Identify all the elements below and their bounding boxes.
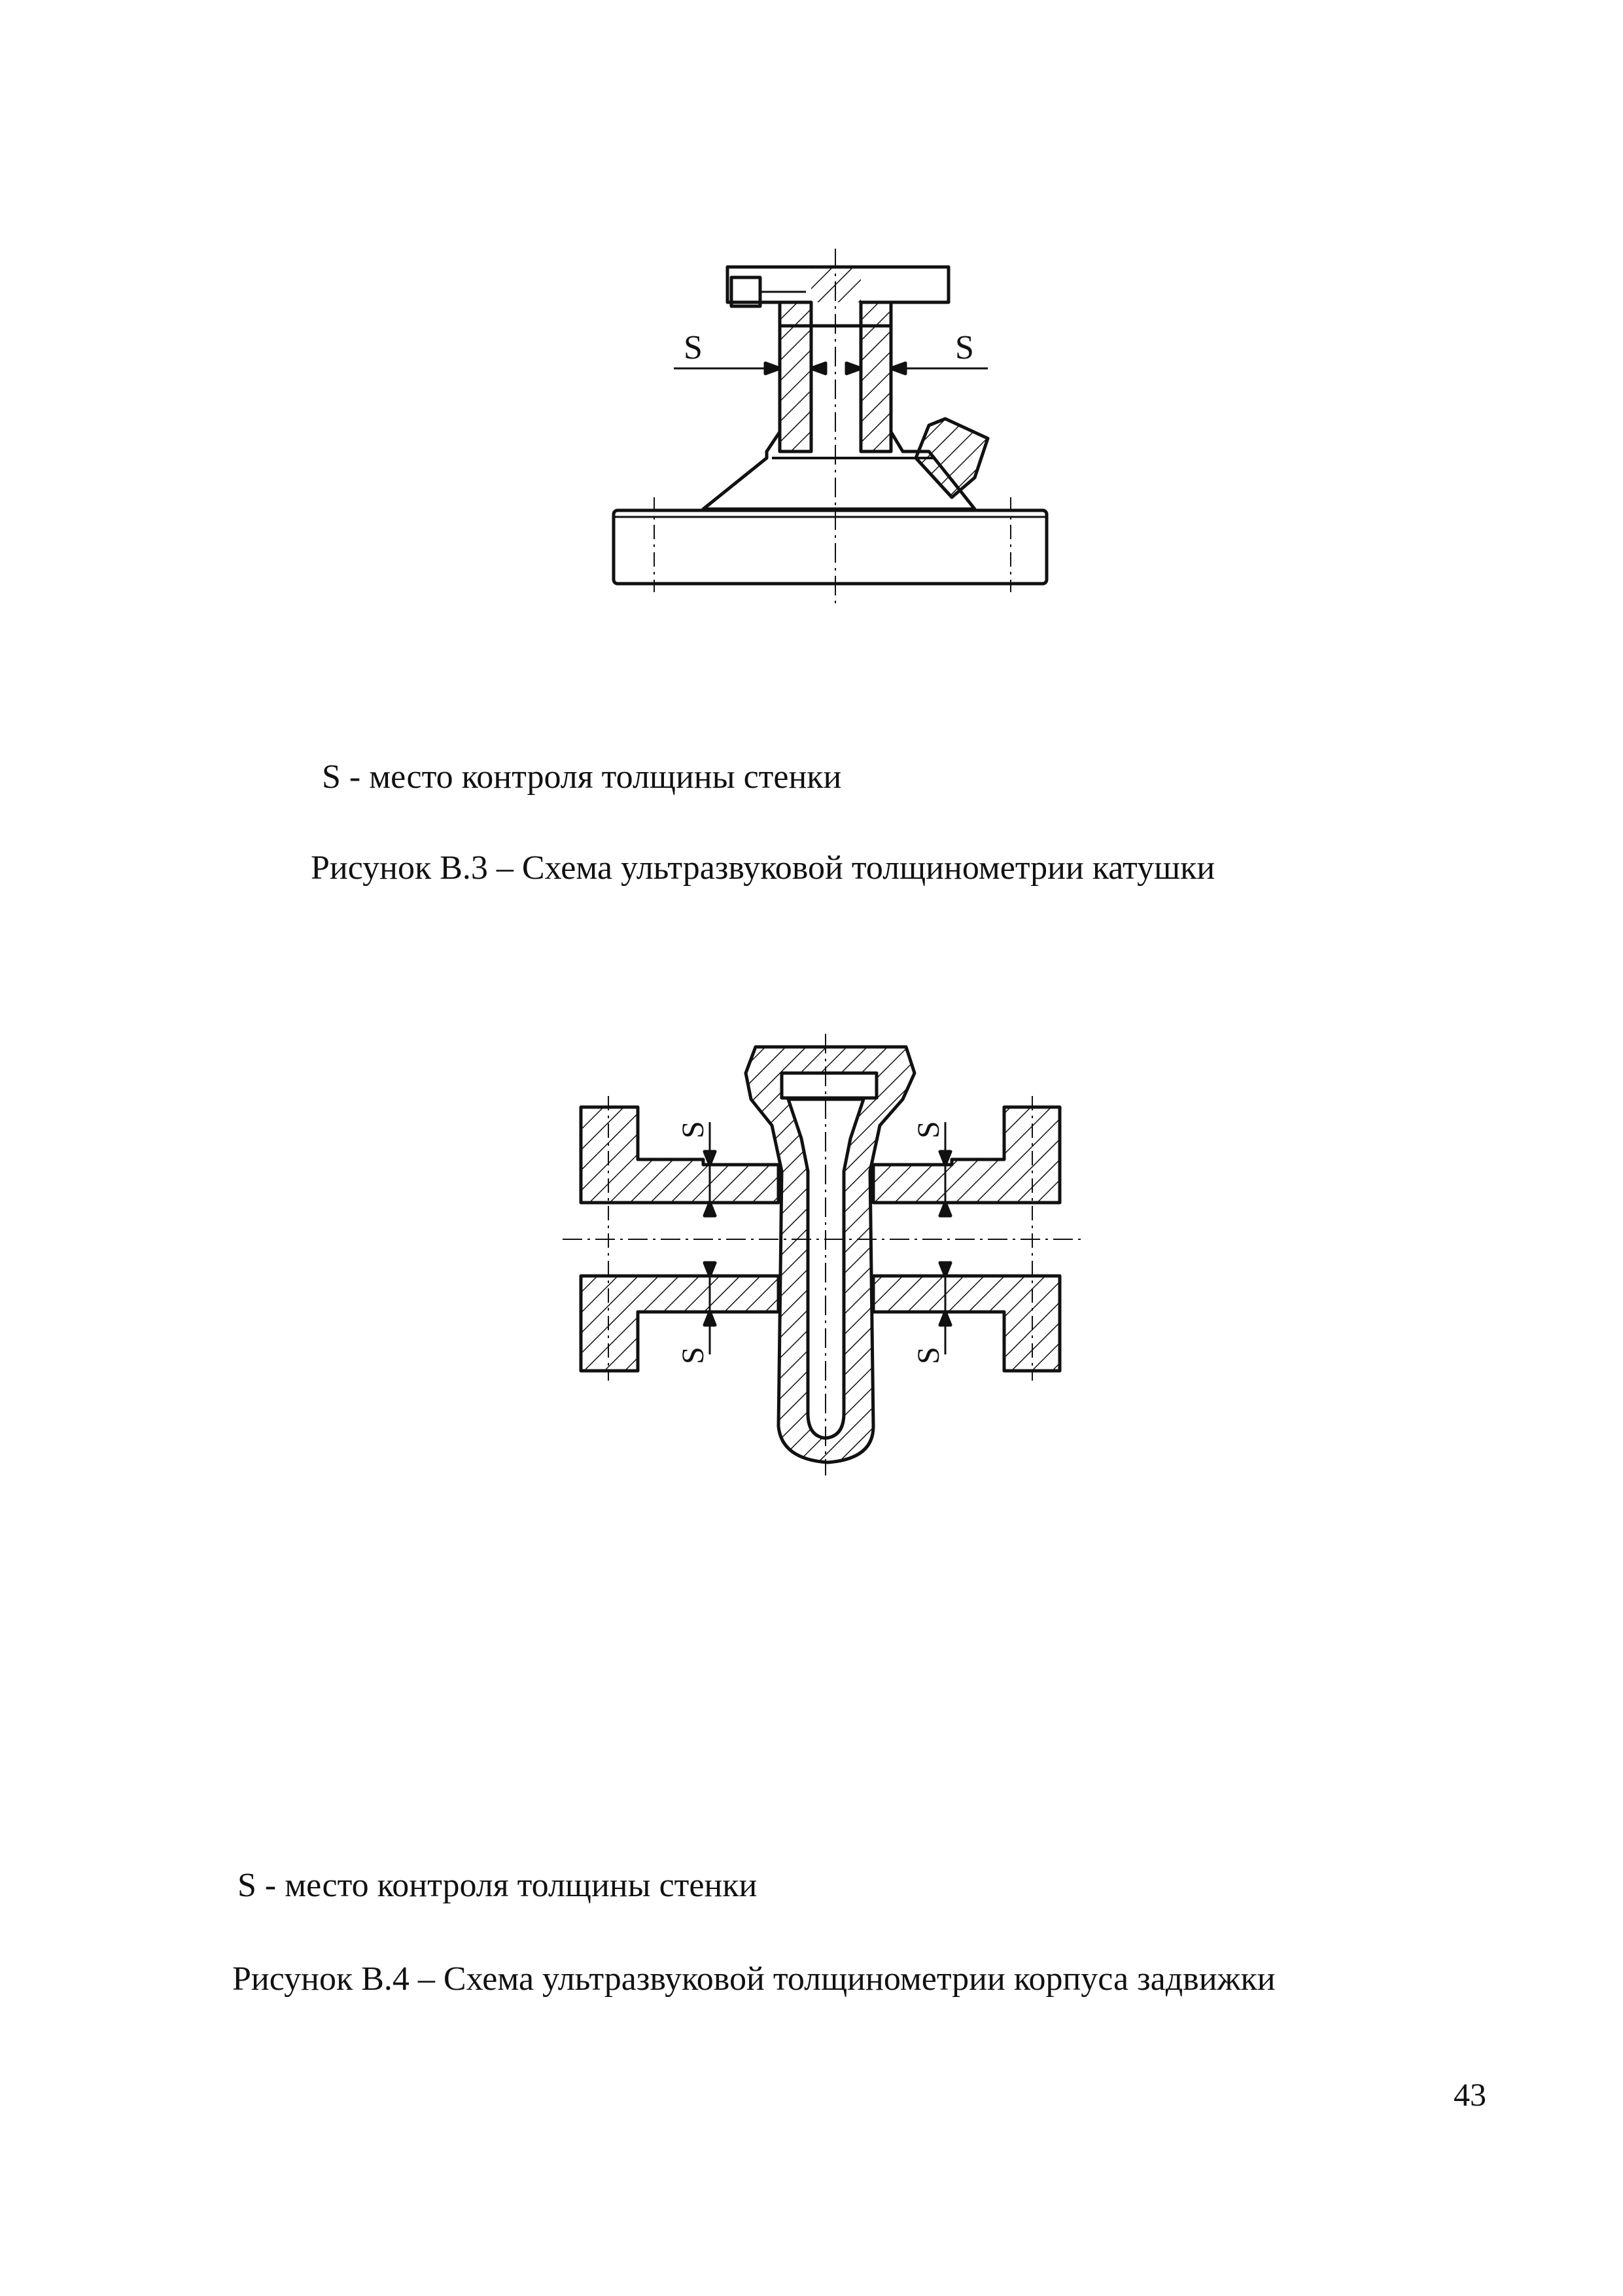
b3-label-s-right: S <box>955 329 974 366</box>
b3-right-wall <box>861 302 891 451</box>
b3-left-wall <box>780 302 811 451</box>
figure-b4-drawing <box>0 1021 1623 1479</box>
b3-side-nozzle <box>916 419 988 497</box>
figure-b4-caption: Рисунок В.4 – Схема ультразвуковой толщинометрии корпуса задвижки <box>232 1960 1276 1998</box>
figure-b3-caption: Рисунок В.3 – Схема ультразвуковой толщинометрии катушки <box>311 849 1215 887</box>
b4-label-s-bottom-left: S <box>676 1347 710 1364</box>
figure-b4-legend: S - место контроля толщины стенки <box>237 1867 758 1904</box>
figure-b3-legend: S - место контроля толщины стенки <box>322 758 842 796</box>
b4-label-s-top-right: S <box>911 1121 946 1139</box>
figure-b3-drawing <box>0 0 1623 654</box>
b4-label-s-bottom-right: S <box>911 1347 946 1364</box>
b3-label-s-left: S <box>684 329 703 366</box>
b4-label-s-top-left: S <box>676 1121 710 1139</box>
page-number: 43 <box>1454 2076 1486 2113</box>
b3-bottom-flange <box>614 510 1047 584</box>
